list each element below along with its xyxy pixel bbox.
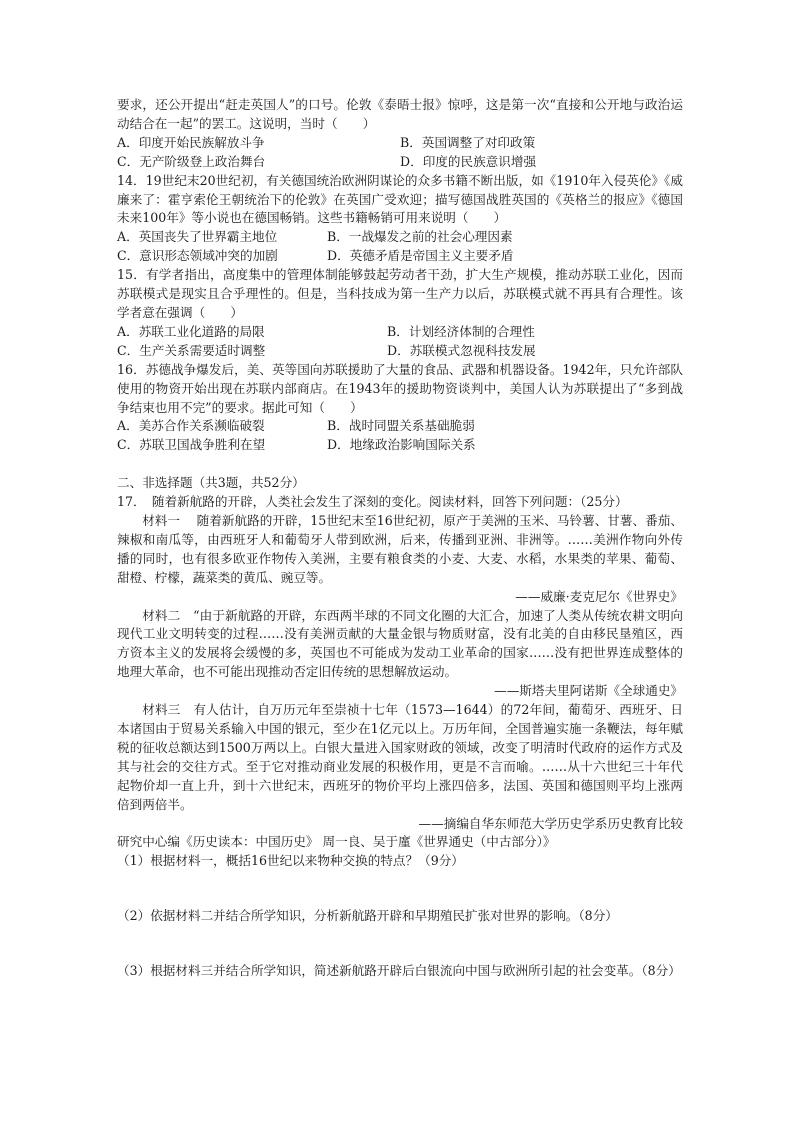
question-14-options-row-1 — [117, 228, 683, 247]
exam-page — [117, 96, 683, 981]
question-14-options-row-2 — [117, 247, 683, 266]
question-16 — [117, 361, 683, 456]
material-3-source-line-2: 研究中心编《历史读本：中国历史》 周一良、吴于廑《世界通史（中古部分）》 — [117, 834, 556, 850]
option-c[interactable]: C．生产关系需要适时调整 — [117, 342, 266, 358]
material-1: 材料一 随着新航路的开辟，15世纪末至16世纪初，原产于美洲的玉米、马铃薯、甘薯、番茄、辣椒和南瓜等，由西班牙人和葡萄牙人带到欧洲，后来，传播到亚洲、非洲等。……美洲作物向外传播的同时，也有很多欧亚作物传入美洲，主要有粮食类的小麦、大麦、水稻，水果类的苹果、葡萄、甜橙、柠檬，蔬菜类的黄瓜、豌豆等。 — [117, 513, 683, 585]
section-spacer — [117, 455, 683, 474]
question-15 — [117, 266, 683, 361]
option-b[interactable]: B．计划经济体制的合理性 — [387, 323, 535, 339]
option-a[interactable]: A．苏联工业化道路的局限 — [117, 323, 265, 339]
sub-question-1: （1）根据材料一，概括16世纪以来物种交换的特点？（9分） — [117, 853, 464, 869]
option-d[interactable]: D．英德矛盾是帝国主义主要矛盾 — [327, 248, 514, 264]
question-13 — [117, 96, 683, 172]
option-d[interactable]: D．印度的民族意识增强 — [400, 153, 537, 169]
question-16-options-row-1 — [117, 417, 683, 436]
question-17-stem: 17． 随着新航路的开辟，人类社会发生了深刻的变化。阅读材料，回答下列问题：（25分） — [117, 494, 628, 510]
option-a[interactable]: A．美苏合作关系濒临破裂 — [117, 418, 265, 434]
option-a[interactable]: A．印度开始民族解放斗争 — [117, 134, 265, 150]
question-13-options-row-1 — [117, 134, 683, 153]
material-2: 材料二 “由于新航路的开辟，东西两半球的不同文化圈的大汇合，加速了人类从传统农耕文明向现代工业文明转变的过程……没有美洲贡献的大量金银与物质财富，没有北美的自由移民垦殖区，西方资本主义的发展将会缓慢的多，英国也不可能成为发动工业革命的国家……没有把世界连成整体的地理大革命，也不可能出现推动否定旧传统的思想解放运动。 — [117, 607, 683, 680]
question-15-stem: 15．有学者指出，高度集中的管理体制能够鼓起劳动者干劲，扩大生产规模，推动苏联工业化，因而苏联模式是现实且合乎理性的。但是，当科技成为第一生产力以后，苏联模式就不再具有合理性。该学者意在强调（ ） — [117, 267, 683, 320]
option-a[interactable]: A．英国丧失了世界霸主地位 — [117, 229, 278, 245]
option-d[interactable]: D．地缘政治影响国际关系 — [327, 437, 476, 453]
option-c[interactable]: C．苏联卫国战争胜利在望 — [117, 437, 266, 453]
material-1-source: ——威廉·麦克尼尔《世界史》 — [515, 588, 683, 604]
option-b[interactable]: B．战时同盟关系基础脆弱 — [327, 418, 475, 434]
option-b[interactable]: B．一战爆发之前的社会心理因素 — [327, 229, 513, 245]
question-13-options-row-2 — [117, 153, 683, 172]
question-17 — [117, 493, 683, 981]
question-16-options-row-2 — [117, 436, 683, 455]
question-15-options-row-1 — [117, 323, 683, 342]
material-3: 材料三 有人估计，自万历元年至崇祯十七年（1573—1644）的72年间，葡萄牙、西班牙、日本诸国由于贸易关系输入中国的银元，至少在1亿元以上。万历年间，全国普遍实施一条鞭法，每年赋税的征收总额达到1500万两以上。白银大量进入国家财政的领域，改变了明清时代政府的运作方式及其与社会的交往方式。至于它对推动商业发展的积极作用，更是不言而喻。……从十六世纪三十年代起物价却一直上升，到十六世纪末，西班牙的物价平均上涨四倍多，法国、英国和德国则平均上涨两倍到两倍半。 — [117, 702, 683, 812]
question-15-options-row-2 — [117, 342, 683, 361]
sub-question-3: （3）根据材料三并结合所学知识，简述新航路开辟后白银流向中国与欧洲所引起的社会变革。（8分） — [117, 963, 681, 979]
answer-space-1[interactable] — [117, 871, 683, 907]
question-14-stem: 14．19世纪末20世纪初，有关德国统治欧洲阴谋论的众多书籍不断出版，如《1910年入侵英伦》《威廉来了：霍亨索伦王朝统治下的伦敦》在英国广受欢迎；描写德国战胜英国的《英格兰的报应》《德国未来100年》等小说也在德国畅销。这些书籍畅销可用来说明（ ） — [117, 172, 683, 226]
question-16-stem: 16．苏德战争爆发后，美、英等国向苏联援助了大量的食品、武器和机器设备。1942年，只允许部队使用的物资开始出现在苏联内部商店。在1943年的援助物资谈判中，美国人认为苏联提出了“多到战争结束也用不完”的要求。据此可知（ ） — [117, 361, 683, 415]
option-c[interactable]: C．意识形态领域冲突的加剧 — [117, 248, 278, 264]
option-c[interactable]: C．无产阶级登上政治舞台 — [117, 153, 266, 169]
option-b[interactable]: B．英国调整了对印政策 — [400, 134, 536, 150]
question-14 — [117, 172, 683, 267]
answer-space-2[interactable] — [117, 926, 683, 962]
question-13-stem: 要求，还公开提出“赶走英国人”的口号。伦敦《泰晤士报》惊呼，这是第一次“直接和公开地与政治运动结合在一起”的罢工。这说明，当时（ ） — [117, 97, 683, 131]
sub-question-2: （2）依据材料二并结合所学知识，分析新航路开辟和早期殖民扩张对世界的影响。（8分） — [117, 908, 618, 924]
material-3-source-line-1: ——摘编自华东师范大学历史学系历史教育比较 — [418, 815, 683, 831]
option-d[interactable]: D．苏联模式忽视科技发展 — [387, 342, 536, 358]
material-2-source: ——斯塔夫里阿诺斯《全球通史》 — [494, 683, 683, 699]
section-2-heading: 二、非选择题（共3题，共52分） — [117, 475, 305, 491]
